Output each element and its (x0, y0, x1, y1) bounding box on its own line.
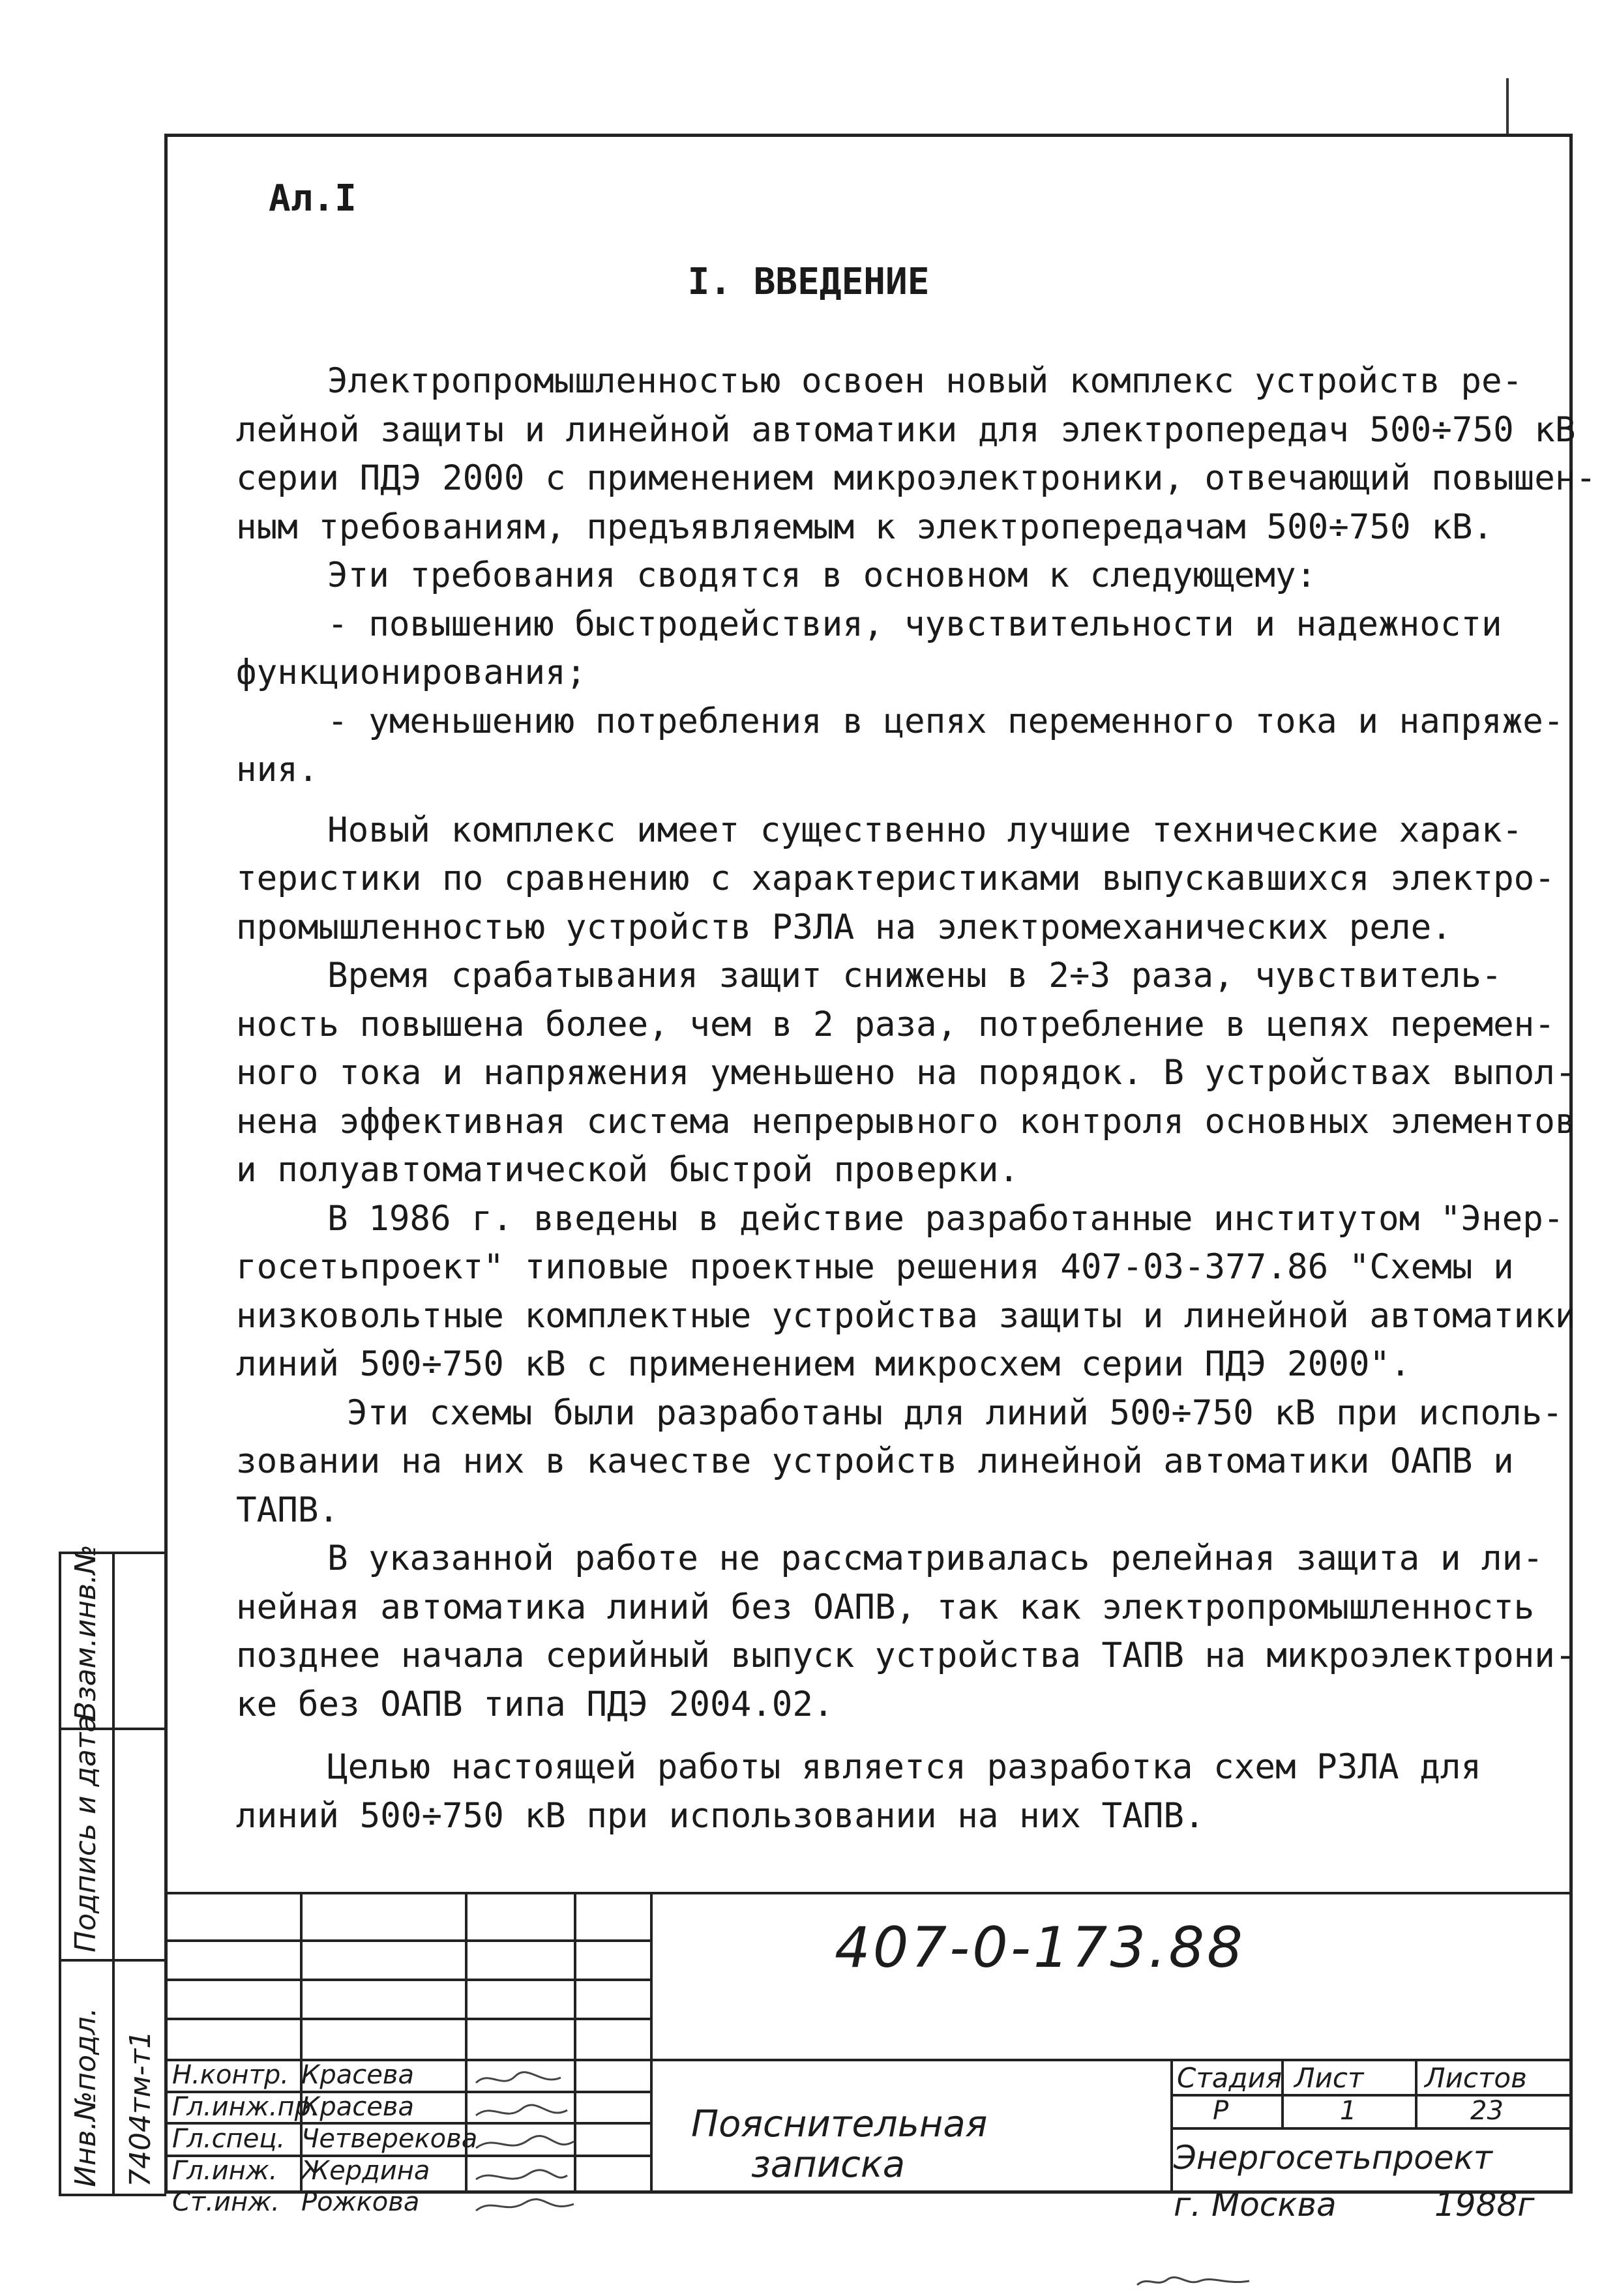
body-line: Электропромышленностью освоен новый комплекс устройств ре- (327, 361, 1523, 401)
body-line: и полуавтоматической быстрой проверки. (236, 1150, 1020, 1190)
title-block-vline (1170, 2059, 1173, 2194)
body-text (236, 357, 1597, 1840)
body-line: лейной защиты и линейной автоматики для электропередач 500÷750 кВ (236, 409, 1576, 450)
sheets-value: 23 (1470, 2096, 1504, 2126)
body-line: теристики по сравнению с характеристиками выпускавшихся электро- (236, 859, 1555, 898)
body-line: промышленностью устройств РЗЛА на электромеханических реле. (236, 907, 1452, 947)
signature-scrawl (476, 2105, 567, 2115)
body-line: - повышению быстродействия, чувствительности и надежности (327, 604, 1502, 644)
title-block-line (164, 1939, 650, 1942)
body-line: зовании на них в качестве устройств линейной автоматики ОАПВ и (236, 1441, 1514, 1481)
signatures (469, 2063, 645, 2220)
side-stamp-line (59, 1959, 166, 1962)
body-line: линий 500÷750 кВ при использовании на них ТАПВ. (236, 1795, 1205, 1836)
stage-value: Р (1213, 2096, 1229, 2126)
side-stamp-vline (59, 1552, 61, 2194)
signer-name: Красева (301, 2060, 414, 2090)
signer-name: Красева (301, 2092, 414, 2122)
document-title-line1: Пояснительная (691, 2103, 988, 2145)
signer-role: Ст.инж. (172, 2187, 280, 2217)
body-line: ного тока и напряжения уменьшено на порядок. В устройствах выпол- (236, 1053, 1576, 1093)
inv-number: 7404тм-т1 (124, 2030, 157, 2187)
title-block-top-line (164, 1892, 1573, 1894)
body-line: госетьпроект" типовые проектные решения 407-03-377.86 "Схемы и (236, 1247, 1514, 1287)
section-heading: I. ВВЕДЕНИЕ (687, 261, 930, 303)
title-block-vline (650, 1892, 653, 2194)
signer-name: Жердина (301, 2156, 430, 2186)
title-block-line (1170, 2094, 1573, 2097)
body-line: Эти требования сводятся в основном к следующему: (327, 555, 1317, 595)
body-line: нейная автоматика линий без ОАПВ, так как электропромышленность (236, 1587, 1535, 1627)
body-line: В 1986 г. введены в действие разработанные институтом "Энер- (327, 1198, 1564, 1239)
signer-name: Рожкова (301, 2187, 420, 2217)
organization: Энергосетьпроект (1174, 2139, 1492, 2177)
body-line: Новый комплекс имеет существенно лучшие технические харак- (327, 810, 1523, 850)
body-line: ТАПВ. (236, 1490, 340, 1530)
body-line: В указанной работе не рассматривалась релейная защита и ли- (327, 1538, 1543, 1578)
body-line: Целью настоящей работы является разработка схем РЗЛА для (327, 1747, 1482, 1787)
sheet-value: 1 (1340, 2096, 1357, 2126)
replace-inv-label: Взам.инв.№ (69, 1544, 102, 1721)
signer-role: Гл.инж. (172, 2156, 278, 2186)
body-line: ным требованиям, предъявляемым к электропередачам 500÷750 кВ. (236, 507, 1494, 547)
document-title (691, 2103, 988, 2186)
body-line: ния. (236, 750, 319, 789)
side-stamp-line (59, 2194, 166, 2196)
body-line: линий 500÷750 кВ с применением микросхем серии ПДЭ 2000". (236, 1344, 1411, 1384)
body-line: ность повышена более, чем в 2 раза, потребление в цепях перемен- (236, 1004, 1555, 1044)
body-line: ке без ОАПВ типа ПДЭ 2004.02. (236, 1684, 834, 1724)
signature-scrawl (476, 2072, 561, 2083)
title-block-line (164, 2018, 650, 2020)
city: г. Москва (1174, 2186, 1337, 2224)
sheets-header: Листов (1425, 2062, 1527, 2094)
body-line: - уменьшению потребления в цепях переменного тока и напряже- (327, 701, 1564, 741)
signature-scrawl (476, 2200, 574, 2211)
body-line: позднее начала серийный выпуск устройства ТАПВ на микроэлектрони- (236, 1636, 1576, 1675)
sheet-header: Лист (1294, 2062, 1364, 2094)
year: 1988г (1434, 2186, 1535, 2224)
body-line: серии ПДЭ 2000 с применением микроэлектроники, отвечающий повышен- (236, 458, 1597, 498)
sheet-label: Ал.I (269, 177, 357, 220)
title-block-line (164, 1979, 650, 1981)
title-block-line (1170, 2127, 1573, 2130)
signature-scrawl (476, 2170, 567, 2179)
body-line: нена эффективная система непрерывного контроля основных элементов (236, 1101, 1576, 1141)
signer-role: Н.контр. (172, 2060, 289, 2090)
body-line: Эти схемы были разработаны для линий 500÷750 кВ при исполь- (347, 1392, 1563, 1433)
body-line: Время срабатывания защит снижены в 2÷3 раза, чувствитель- (327, 956, 1502, 995)
signer-role: Гл.спец. (172, 2124, 286, 2154)
signature-scrawl (476, 2136, 574, 2148)
body-line: низковольтные комплектные устройства защиты и линейной автоматики (236, 1295, 1576, 1336)
title-block-vline (1415, 2059, 1417, 2127)
document-title-line2: записка (750, 2143, 906, 2186)
body-line: функционирования; (236, 653, 587, 692)
signer-name: Четверекова (301, 2124, 478, 2154)
sign-date-label: Подпись и дата (69, 1715, 102, 1952)
signer-role: Гл.инж.пр. (172, 2092, 319, 2122)
inv-orig-label: Инв.№подл. (69, 2007, 102, 2187)
stage-header: Стадия (1177, 2062, 1283, 2094)
scrawl-icon (1135, 2273, 1252, 2290)
edge-mark (1506, 78, 1509, 137)
document-code: 407-0-173.88 (835, 1915, 1245, 1980)
side-stamp-vline (112, 1552, 115, 2194)
bottom-scrawl-mark (1135, 2267, 1252, 2296)
